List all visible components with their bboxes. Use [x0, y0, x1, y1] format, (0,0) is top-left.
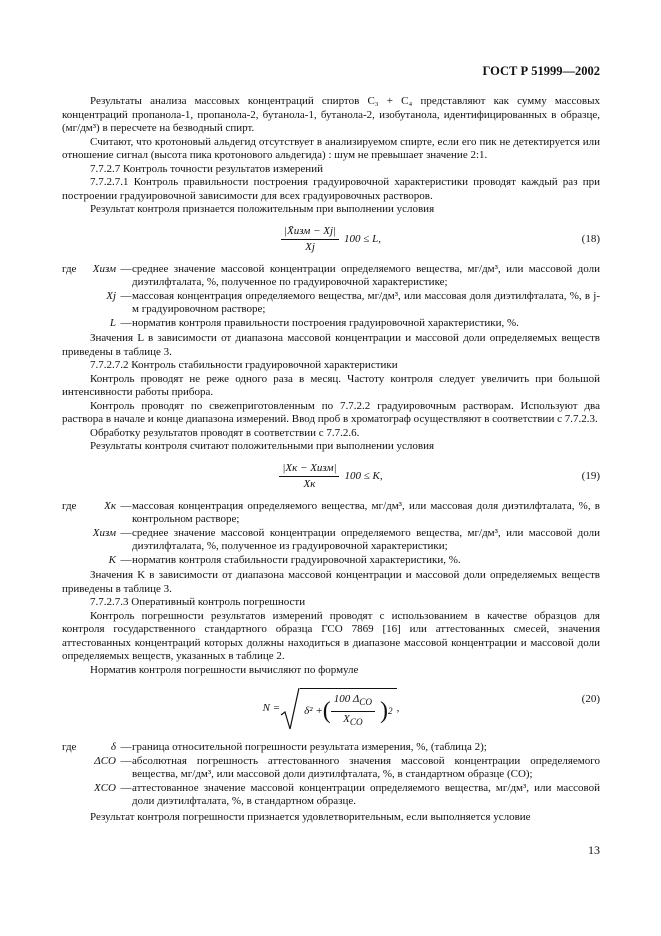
- formula-rest: 100 ≤ L,: [344, 232, 381, 245]
- definition-text: норматив контроля стабильности градуировочной характеристики, %.: [132, 553, 461, 566]
- paragraph: Контроль погрешности результатов измерений проводят с использованием в качестве образцов для контроля государственного стандартного образца ГСО 7869 [16] или аттестованных смесей, значения аттестованных концентраций которых должны находиться в диапазоне массовой концентрации и массовой доли определяемых веществ, указанных в таблице 2.: [62, 609, 600, 662]
- document-page: [62, 0, 600, 936]
- formula-19: [62, 460, 600, 494]
- paragraph: Норматив контроля погрешности вычисляют по формуле: [90, 663, 359, 676]
- paren-close: ): [380, 697, 389, 724]
- definition-row: [62, 782, 600, 809]
- definition-text: массовая концентрация определяемого вещества, мг/дм³, или массовая доля диэтилфталата, %, в контрольном растворе;: [132, 499, 600, 525]
- definition-text: среднее значение массовой концентрации определяемого вещества, мг/дм³, или массовой доли диэтилфталата, %, полученное по градуировочной характеристике;: [132, 262, 600, 288]
- definition-symbol: K: [108, 553, 116, 566]
- definition-symbol: Xк: [104, 499, 116, 512]
- definition-text: граница относительной погрешности результата измерения, %, (таблица 2);: [132, 741, 487, 753]
- section-heading: 7.7.2.7.3 Оперативный контроль погрешности: [90, 596, 306, 608]
- definition-dash: —: [120, 754, 132, 767]
- definitions-19: [62, 500, 600, 568]
- section-heading: 7.7.2.7.2 Контроль стабильности градуировочной характеристики: [90, 359, 398, 371]
- fraction-numerator: |X̄изм − Xj|: [281, 225, 339, 241]
- document-header: ГОСТ Р 51999—2002: [482, 64, 600, 78]
- paragraph: Значения L в зависимости от диапазона массовой концентрации и массовой доли определяемых веществ приведены в таблице 3.: [62, 332, 600, 358]
- definition-text: аттестованное значение массовой концентрации определяемого вещества, мг/дм³, или массовой доли диэтилфталата, %, в стандартном образце.: [132, 781, 600, 807]
- definition-text: абсолютная погрешность аттестованного значения массовой концентрации определяемого вещества, мг/дм³, или массовой доли диэтилфталата, %, в стандартном образце (СО);: [132, 754, 600, 780]
- definition-dash: —: [120, 289, 132, 302]
- page-number: 13: [588, 843, 600, 857]
- definition-dash: —: [120, 262, 132, 275]
- fraction: [279, 462, 339, 492]
- fraction-denominator: Xк: [303, 478, 316, 490]
- paragraph: Контроль проводят по свежеприготовленным по 7.7.2.2 градуировочным растворам. Используют два раствора в начале и конце диапазона измерений. Ввод проб в хроматограф осуществляют в соответствии с 7.7.2.3.: [62, 399, 600, 425]
- paragraph: Результаты анализа массовых концентраций спиртов C₃ + C₄ представляют как сумму массовых концентраций пропанола-1, пропанола-2, бутанола-1, бутанола-2, изобутанола, идентифицированных в образце, (мг/дм³) в пересчете на безводный спирт.: [62, 95, 600, 134]
- document-body: [62, 95, 600, 824]
- denominator-subscript: CO: [349, 717, 363, 728]
- definition-row: [62, 290, 600, 317]
- definition-symbol: L: [109, 316, 116, 329]
- paragraph: Значения K в зависимости от диапазона массовой концентрации и массовой доли определяемых веществ приведены в таблице 3.: [62, 569, 600, 595]
- definitions-20: [62, 741, 600, 809]
- square-root: [280, 687, 396, 731]
- definition-lead: где: [62, 741, 77, 753]
- definition-symbol: Xизм: [92, 526, 116, 539]
- definition-text: среднее значение массовой концентрации определяемого вещества, мг/дм³, или массовой доли диэтилфталата, %, полученное из градуировочной характеристики;: [132, 526, 600, 552]
- formula-number: (18): [581, 232, 600, 245]
- paragraph: Результат контроля погрешности признается удовлетворительным, если выполняется условие: [90, 810, 531, 823]
- paragraph: Результаты контроля считают положительными при выполнении условия: [90, 440, 435, 452]
- definition-dash: —: [120, 526, 132, 539]
- definition-symbol: ΔCO: [94, 754, 116, 767]
- definition-row: [62, 263, 600, 290]
- definition-dash: —: [120, 316, 132, 329]
- definition-dash: —: [120, 781, 132, 794]
- definition-symbol: XCO: [94, 781, 116, 794]
- fraction-numerator: |Xк − Xизм|: [279, 462, 339, 478]
- definition-symbol: Xизм: [92, 262, 116, 275]
- formula-20: [62, 683, 600, 735]
- definition-symbol: δ: [110, 741, 116, 753]
- section-heading: 7.7.2.7 Контроль точности результатов измерений: [90, 162, 323, 175]
- definition-row: [62, 755, 600, 782]
- paragraph: Результат контроля признается положительным при выполнении условия: [90, 203, 435, 215]
- radical-sign-icon: [280, 687, 300, 731]
- definition-dash: —: [120, 553, 132, 566]
- paragraph: 7.7.2.7.1 Контроль правильности построения градуировочной характеристики проводят каждый раз при построении градуировочной зависимости для всех градуировочных растворов.: [62, 176, 600, 202]
- definition-dash: —: [120, 741, 132, 753]
- exponent: 2: [388, 705, 393, 716]
- definition-row: [62, 317, 600, 331]
- definition-lead: где: [62, 499, 77, 512]
- numerator-subscript: CO: [359, 697, 373, 708]
- formula-lhs: N =: [262, 702, 281, 715]
- fraction-denominator: Xj: [305, 241, 315, 253]
- radicand: [300, 688, 396, 729]
- paragraph: Считают, что кротоновый альдегид отсутствует в анализируемом спирте, если его пик не детектируется или отношение сигнал (высота пика кротонового альдегида) : шум не превышает значение 2:1.: [62, 135, 600, 161]
- formula-18: [62, 223, 600, 257]
- formula-rest: 100 ≤ K,: [344, 469, 383, 482]
- definition-text: норматив контроля правильности построения градуировочной характеристики, %.: [132, 316, 519, 329]
- formula-number: (19): [581, 469, 600, 482]
- definition-row: [62, 554, 600, 568]
- fraction-numerator: [331, 693, 375, 712]
- definitions-18: [62, 263, 600, 331]
- definition-row: [62, 741, 600, 755]
- paren-open: (: [322, 697, 331, 724]
- definition-symbol: Xj: [106, 289, 116, 302]
- delta-squared: δ² +: [304, 704, 323, 717]
- definition-text: массовая концентрация определяемого вещества, мг/дм³, или массовая доля диэтилфталата, %, в j-м градуировочном растворе;: [132, 289, 600, 315]
- paragraph: Контроль проводят не реже одного раза в месяц. Частоту контроля следует увеличить при большой интенсивности работы прибора.: [62, 372, 600, 398]
- definition-dash: —: [120, 499, 132, 512]
- formula-tail: ,: [396, 702, 400, 715]
- fraction: [331, 693, 375, 729]
- numerator-text: 100 Δ: [333, 693, 360, 706]
- definition-row: [62, 500, 600, 527]
- definition-lead: где: [62, 262, 77, 275]
- paragraph: Обработку результатов проводят в соответствии с 7.7.2.6.: [90, 426, 360, 439]
- denominator-text: X: [343, 713, 350, 725]
- fraction: [281, 225, 339, 255]
- fraction-denominator: [343, 712, 362, 730]
- formula-number: (20): [581, 693, 600, 705]
- definition-row: [62, 527, 600, 554]
